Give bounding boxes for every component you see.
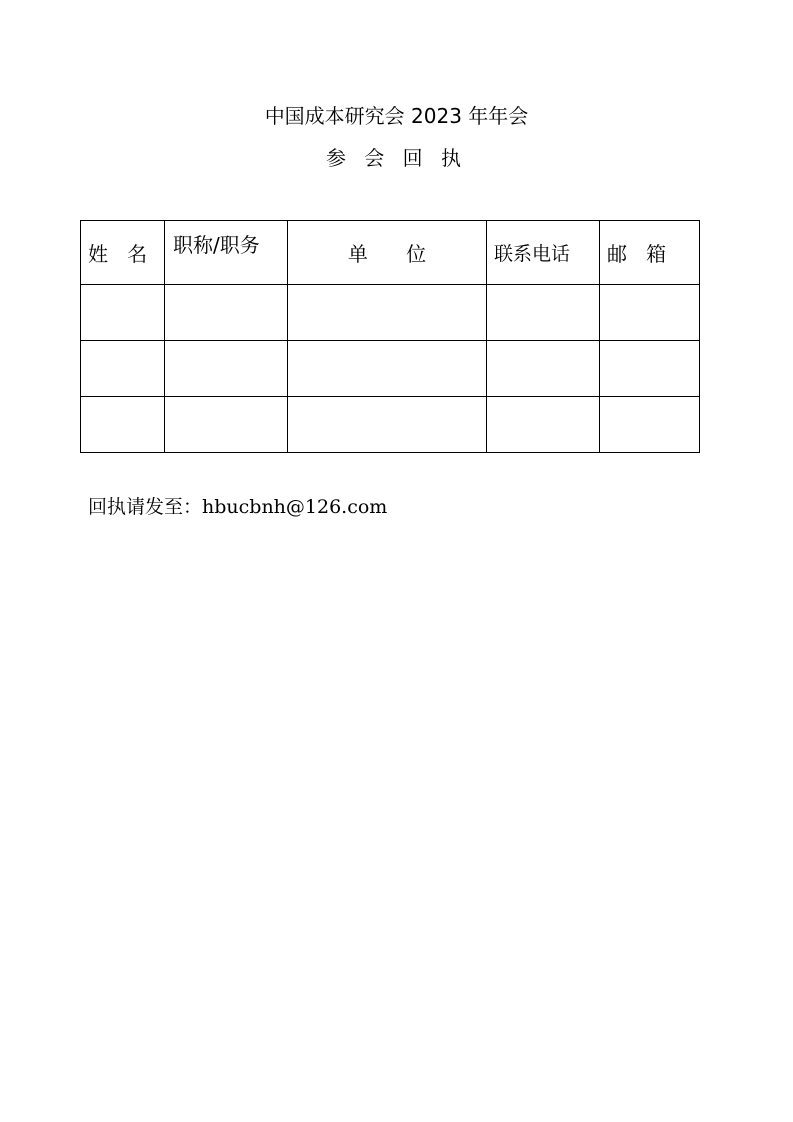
table-row xyxy=(81,285,700,341)
cell-email[interactable] xyxy=(600,397,700,453)
cell-title[interactable] xyxy=(165,397,288,453)
cell-name[interactable] xyxy=(81,285,165,341)
cell-name[interactable] xyxy=(81,397,165,453)
cell-unit[interactable] xyxy=(288,341,487,397)
cell-email[interactable] xyxy=(600,341,700,397)
table-row xyxy=(81,397,700,453)
header-name: 姓 名 xyxy=(81,221,165,285)
reply-email-note: 回执请发至：hbucbnh@126.com xyxy=(88,496,388,518)
registration-table xyxy=(80,220,700,453)
table-header-row xyxy=(81,221,700,285)
cell-unit[interactable] xyxy=(288,397,487,453)
cell-title[interactable] xyxy=(165,341,288,397)
cell-email[interactable] xyxy=(600,285,700,341)
document-title: 中国成本研究会 2023 年年会 xyxy=(264,104,529,128)
cell-phone[interactable] xyxy=(487,397,600,453)
cell-title[interactable] xyxy=(165,285,288,341)
header-title: 职称/职务 xyxy=(165,221,288,285)
cell-unit[interactable] xyxy=(288,285,487,341)
cell-phone[interactable] xyxy=(487,341,600,397)
cell-phone[interactable] xyxy=(487,285,600,341)
cell-name[interactable] xyxy=(81,341,165,397)
header-phone: 联系电话 xyxy=(487,221,600,285)
header-unit: 单 位 xyxy=(288,221,487,285)
document-subtitle: 参 会 回 执 xyxy=(325,146,468,170)
table-row xyxy=(81,341,700,397)
header-email: 邮 箱 xyxy=(600,221,700,285)
